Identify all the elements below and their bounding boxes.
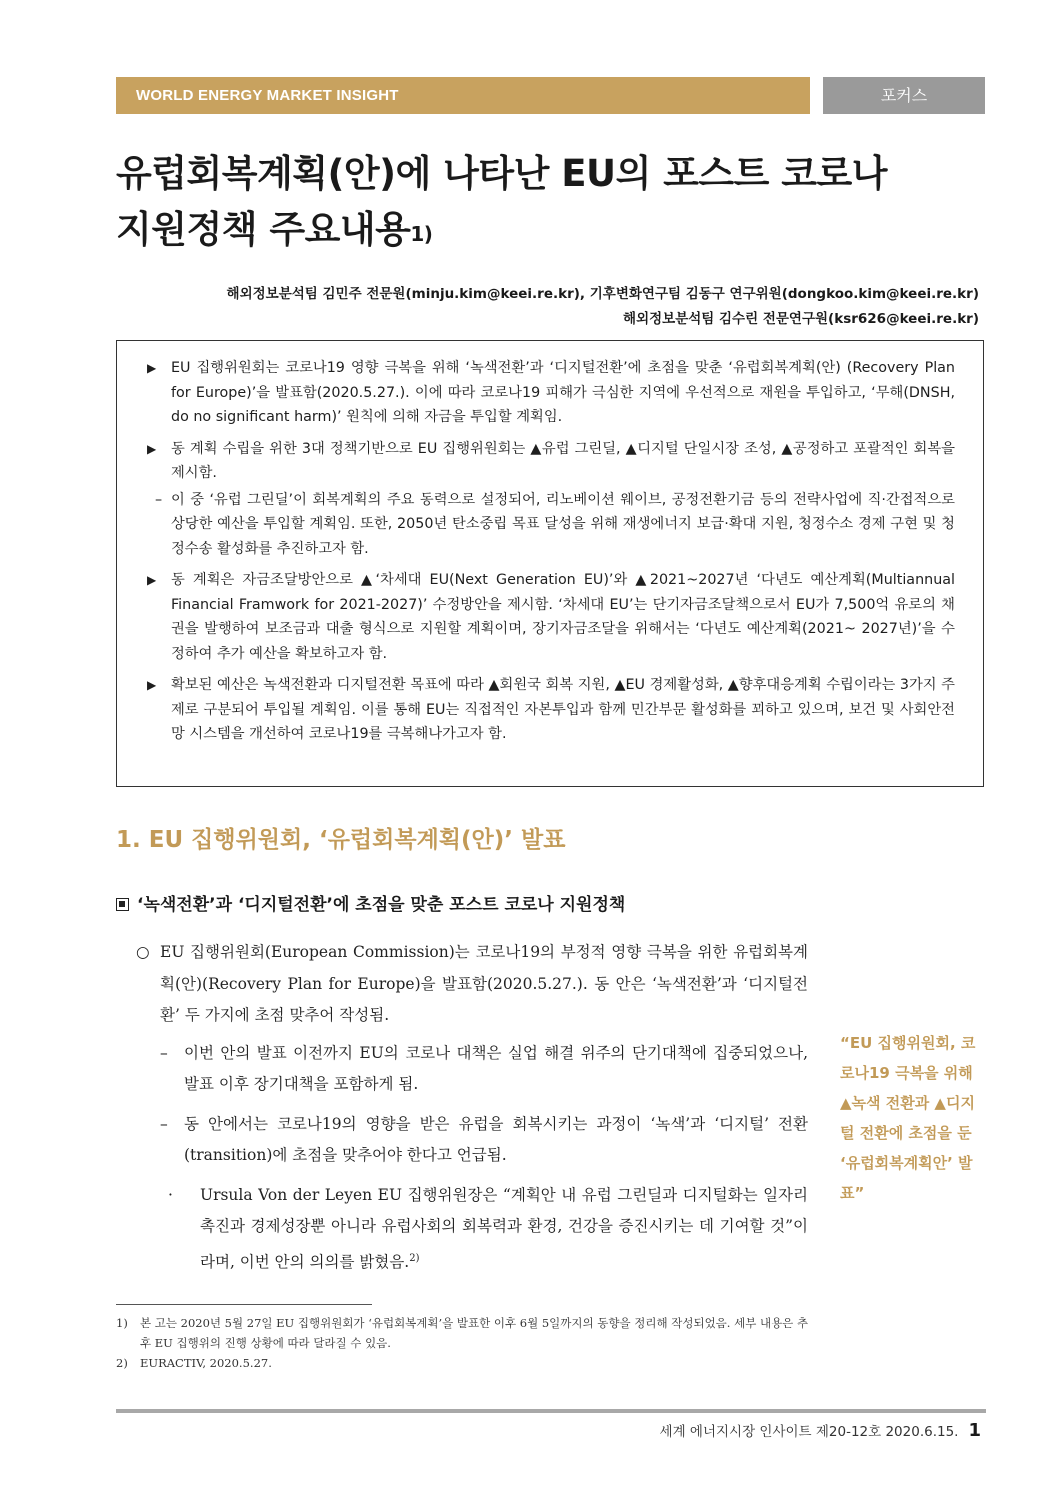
sub-heading-text: ‘녹색전환’과 ‘디지털전환’에 초점을 맞춘 포스트 코로나 지원정책 <box>137 895 626 915</box>
dash-paragraph <box>116 1109 808 1172</box>
summary-item <box>147 356 955 430</box>
title-line-2-text: 지원정책 주요내용 <box>116 208 411 251</box>
summary-item-text: 확보된 예산은 녹색전환과 디지털전환 목표에 따라 ▲회원국 회복 지원, ▲EU 경제활성화, ▲향후대응계획 수립이라는 3가지 주제로 구분되어 투입될 계획임. 이를 통해 EU는 직접적인 자본투입과 함께 민간부문 활성화를 꾀하고 있으며, 보건 및 사회안전망 시스템을 개선하여 코로나19를 극복해나가고자 함. <box>171 677 955 742</box>
summary-item-text: EU 집행위원회는 코로나19 영향 극복을 위해 ‘녹색전환’과 ‘디지털전환’에 초점을 맞춘 ‘유럽회복계획(안) (Recovery Plan for Europe)’을 발표함(2020.5.27.). 이에 따라 코로나19 피해가 극심한 지역에 우선적으로 재원을 투입하고, ‘무해(DNSH, do no significant harm)’ 원칙에 의해 자금을 투입할 계획임. <box>171 360 955 425</box>
dash-marker: – <box>160 1114 168 1133</box>
footnote-text: 본 고는 2020년 5월 27일 EU 집행위원회가 ‘유럽회복계획’을 발표한 이후 6월 5일까지의 동향을 정리해 작성되었음. 세부 내용은 추후 EU 집행위의 진행 상황에 따라 달라질 수 있음. <box>140 1316 809 1350</box>
footnote-number: 1) <box>116 1316 128 1330</box>
paragraph-text: 이번 안의 발표 이전까지 EU의 코로나 대책은 실업 해결 위주의 단기대책에 집중되었으나, 발표 이후 장기대책을 포함하게 됨. <box>184 1043 808 1093</box>
dot-bullet-icon: · <box>168 1185 173 1204</box>
summary-item-text: 동 계획은 자금조달방안으로 ▲‘차세대 EU(Next Generation EU)’와 ▲2021~2027년 ‘다년도 예산계획(Multiannual Financial Framwork for 2021-2027)’ 수정방안을 제시함. ‘차세대 EU’는 단기자금조달책으로서 EU가 7,500억 유로의 채권을 발행하여 보조금과 대출 형식으로 지원할 계획이며, 장기자금조달을 위해서는 ‘다년도 예산계획(2021~ 2027년)’을 수정하여 추가 예산을 확보하고자 함. <box>171 572 955 662</box>
author-line-1: 해외정보분석팀 김민주 전문원(minju.kim@keei.re.kr), 기후변화연구팀 김동구 연구위원(dongkoo.kim@keei.re.kr) <box>226 286 979 302</box>
title-line-2 <box>116 202 996 258</box>
body-text <box>116 937 808 1278</box>
page-title <box>116 146 996 258</box>
arrow-icon: ▶ <box>147 678 157 692</box>
sub-heading <box>116 890 625 915</box>
page-number: 1 <box>968 1420 981 1441</box>
circle-paragraph <box>116 937 808 1032</box>
footnote-number: 2) <box>116 1356 128 1370</box>
summary-sub-item-text: 이 중 ‘유럽 그린딜’이 회복계획의 주요 동력으로 설정되어, 리노베이션 웨이브, 공정전환기금 등의 전략사업에 직·간접적으로 상당한 예산을 투입할 계획임. 또한, 2050년 탄소중립 목표 달성을 위해 재생에너지 보급·확대 지원, 청정수소 경제 구현 및 청정수송 활성화를 추진하고자 함. <box>171 491 955 557</box>
dash-marker: – <box>155 491 163 508</box>
title-line-1: 유럽회복계획(안)에 나타난 EU의 포스트 코로나 <box>116 152 888 195</box>
footnote-divider <box>116 1304 372 1305</box>
footnote <box>116 1313 816 1353</box>
paragraph-text: EU 집행위원회(European Commission)는 코로나19의 부정적 영향 극복을 위한 유럽회복계획(안)(Recovery Plan for Europe)을 발표함(2020.5.27.). 동 안은 ‘녹색전환’과 ‘디지털전환’ 두 가지에 초점 맞추어 작성됨. <box>160 943 808 1024</box>
author-block <box>227 282 979 332</box>
summary-item <box>147 437 955 486</box>
series-name: WORLD ENERGY MARKET INSIGHT <box>136 87 399 104</box>
square-bullet-icon <box>116 898 129 911</box>
category-tag <box>823 77 985 114</box>
summary-item <box>147 568 955 666</box>
paragraph-text: 동 안에서는 코로나19의 영향을 받은 유럽을 회복시키는 과정이 ‘녹색’과 ‘디지털’ 전환(transition)에 초점을 맞추어야 한다고 언급됨. <box>184 1114 808 1164</box>
paragraph-text: Ursula Von der Leyen EU 집행위원장은 “계획안 내 유럽 그린딜과 디지털화는 일자리 촉진과 경제성장뿐 아니라 유럽사회의 회복력과 환경, 건강을 증진시키는 데 기여할 것”이라며, 이번 안의 의의를 밝혔음. <box>200 1185 808 1271</box>
footer-divider <box>116 1409 986 1413</box>
footnote-ref: 2) <box>409 1252 420 1264</box>
pull-quote: “EU 집행위원회, 코로나19 극복을 위해 ▲녹색 전환과 ▲디지털 전환에 초점을 둔 ‘유럽회복계획안’ 발표” <box>840 1034 976 1202</box>
section-title: 1. EU 집행위원회, ‘유럽회복계획(안)’ 발표 <box>116 827 566 853</box>
arrow-icon: ▶ <box>147 573 157 587</box>
arrow-icon: ▶ <box>147 361 157 375</box>
arrow-icon: ▶ <box>147 441 157 456</box>
series-header-bar <box>116 77 810 114</box>
dash-paragraph <box>116 1038 808 1101</box>
author-line-2: 해외정보분석팀 김수린 전문연구원(ksr626@keei.re.kr) <box>623 311 979 327</box>
summary-item <box>147 673 955 747</box>
publication-info: 세계 에너지시장 인사이트 제20-12호 2020.6.15. <box>659 1424 959 1440</box>
dot-paragraph <box>116 1180 808 1279</box>
summary-item-text: 동 계획 수립을 위한 3대 정책기반으로 EU 집행위원회는 ▲유럽 그린딜, ▲디지털 단일시장 조성, ▲공정하고 포괄적인 회복을 제시함. <box>171 440 955 481</box>
summary-sub-item <box>147 488 955 562</box>
footnote-text: EURACTIV, 2020.5.27. <box>140 1356 272 1370</box>
title-footnote-ref: 1) <box>410 222 433 246</box>
page-footer <box>660 1420 981 1441</box>
summary-box <box>116 340 984 787</box>
category-tag-label: 포커스 <box>880 86 928 105</box>
footnotes <box>116 1313 816 1373</box>
dash-marker: – <box>160 1043 168 1062</box>
circle-bullet-icon: ○ <box>136 943 150 961</box>
footnote <box>116 1353 816 1373</box>
